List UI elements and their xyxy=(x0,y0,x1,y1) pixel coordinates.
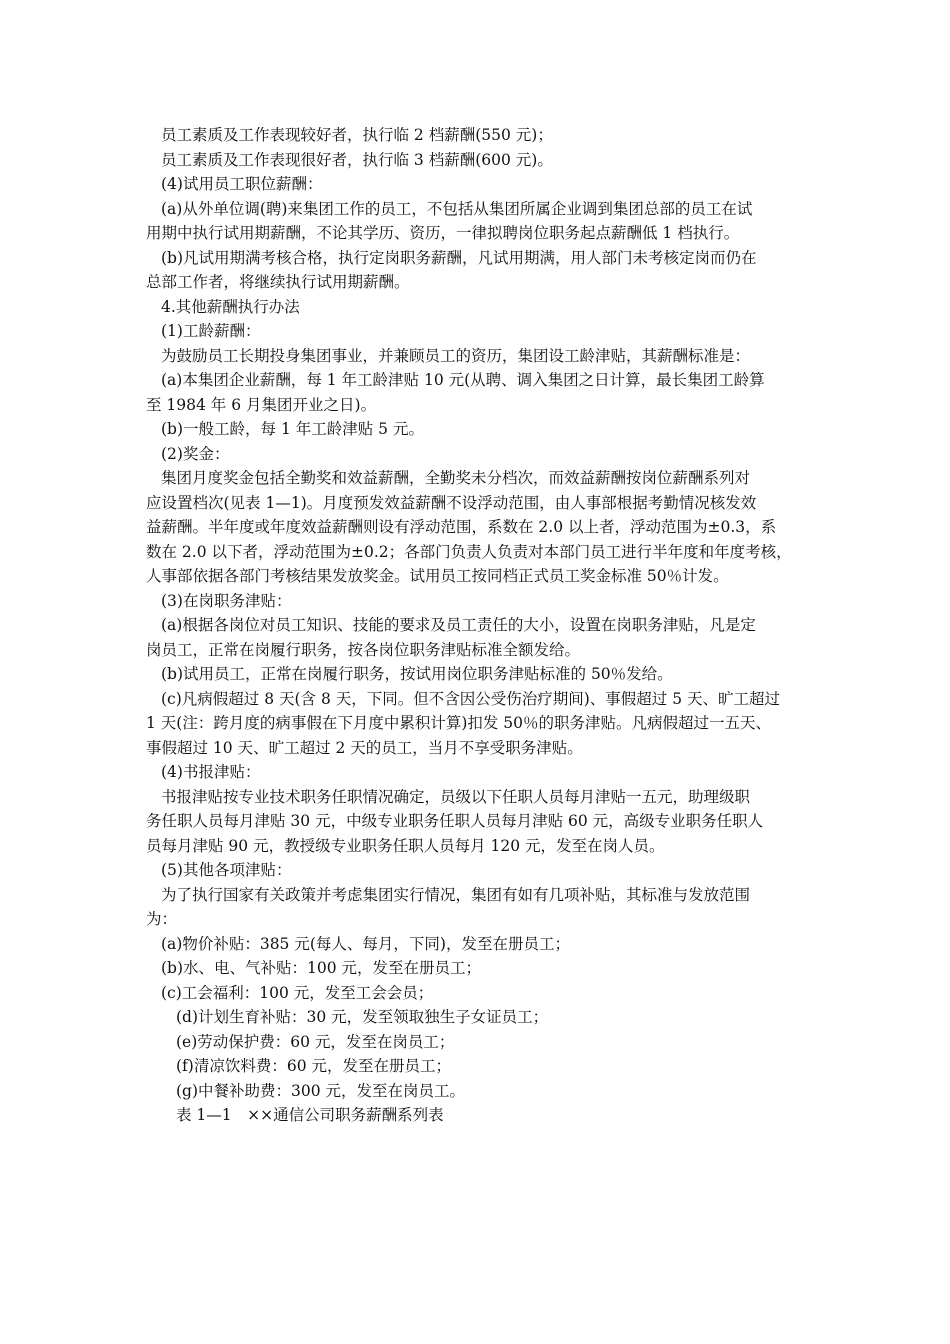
text-line: 员每月津贴 90 元，教授级专业职务任职人员每月 120 元，发至在岗人员。 xyxy=(146,836,665,855)
text-line: (2)奖金： xyxy=(161,444,230,463)
text-line: 为： xyxy=(146,910,178,928)
text-line: 数在 2.0 以下者，浮动范围为±0.2；各部门负责人负责对本部门员工进行半年度和年度考核， xyxy=(146,542,792,561)
text-line: (a)从外单位调(聘)来集团工作的员工，不包括从集团所属企业调到集团总部的员工在试 xyxy=(161,199,753,218)
text-line: 至 1984 年 6 月集团开业之日)。 xyxy=(146,395,377,414)
text-line: 书报津贴按专业技术职务任职情况确定，员级以下任职人员每月津贴一五元，助理级职 xyxy=(161,787,751,806)
text-line: (3)在岗职务津贴： xyxy=(161,591,292,610)
text-line: (g)中餐补助费：300 元，发至在岗员工。 xyxy=(176,1081,466,1100)
text-line: 为鼓励员工长期投身集团事业，并兼顾员工的资历，集团设工龄津贴，其薪酬标准是： xyxy=(161,346,751,365)
text-line: (b)水、电、气补贴：100 元，发至在册员工； xyxy=(161,959,482,977)
text-line: 表 1—1 ××通信公司职务薪酬系列表 xyxy=(176,1106,444,1124)
text-line: (a)物价补贴：385 元(每人、每月，下同)，发至在册员工； xyxy=(161,934,570,953)
text-line: (4)试用员工职位薪酬： xyxy=(161,175,323,193)
text-line: 4.其他薪酬执行办法 xyxy=(161,297,300,316)
text-line: 人事部依据各部门考核结果发放奖金。试用员工按同档正式员工奖金标准 50％计发。 xyxy=(146,567,729,585)
text-line: 集团月度奖金包括全勤奖和效益薪酬，全勤奖未分档次，而效益薪酬按岗位薪酬系列对 xyxy=(161,469,751,487)
text-line: 员工素质及工作表现很好者，执行临 3 档薪酬(600 元)。 xyxy=(161,150,553,169)
text-line: (b)试用员工，正常在岗履行职务，按试用岗位职务津贴标准的 50％发给。 xyxy=(161,665,673,683)
document-body xyxy=(146,123,814,1128)
text-line: (a)根据各岗位对员工知识、技能的要求及员工责任的大小，设置在岗职务津贴，凡是定 xyxy=(161,616,756,634)
text-line: (4)书报津贴： xyxy=(161,763,261,781)
text-line: (1)工龄薪酬： xyxy=(161,322,261,340)
text-line: 事假超过 10 天、旷工超过 2 天的员工，当月不享受职务津贴。 xyxy=(146,738,583,757)
text-line: 为了执行国家有关政策并考虑集团实行情况，集团有如有几项补贴，其标准与发放范围 xyxy=(161,885,751,904)
text-line: 总部工作者，将继续执行试用期薪酬。 xyxy=(146,273,410,291)
text-line: (b)一般工龄，每 1 年工龄津贴 5 元。 xyxy=(161,420,424,438)
text-line: (e)劳动保护费：60 元，发至在岗员工； xyxy=(176,1032,455,1051)
text-line: 用期中执行试用期薪酬，不论其学历、资历，一律拟聘岗位职务起点薪酬低 1 档执行。 xyxy=(146,224,740,242)
text-line: (b)凡试用期满考核合格，执行定岗职务薪酬，凡试用期满，用人部门未考核定岗而仍在 xyxy=(161,248,757,267)
text-line: (c)凡病假超过 8 天(含 8 天，下同。但不含因公受伤治疗期间)、事假超过 5 天、旷工超过 xyxy=(161,689,781,708)
text-line: 岗员工，正常在岗履行职务，按各岗位职务津贴标准全额发给。 xyxy=(146,640,581,659)
text-line: 员工素质及工作表现较好者，执行临 2 档薪酬(550 元)； xyxy=(161,126,553,144)
text-line: (c)工会福利：100 元，发至工会会员； xyxy=(161,983,434,1002)
text-line: (f)清凉饮料费：60 元，发至在册员工； xyxy=(176,1057,451,1075)
text-line: 务任职人员每月津贴 30 元，中级专业职务任职人员每月津贴 60 元，高级专业职务任职人 xyxy=(146,812,764,830)
text-line: 益薪酬。半年度或年度效益薪酬则设有浮动范围，系数在 2.0 以上者，浮动范围为±0.3，系 xyxy=(146,518,777,536)
text-line: 1 天(注：跨月度的病事假在下月度中累积计算)扣发 50％的职务津贴。凡病假超过一五天、 xyxy=(146,714,772,732)
text-line: (d)计划生育补贴：30 元，发至领取独生子女证员工； xyxy=(176,1008,549,1026)
text-line: (5)其他各项津贴： xyxy=(161,861,292,879)
text-line: (a)本集团企业薪酬，每 1 年工龄津贴 10 元(从聘、调入集团之日计算，最长集团工龄算 xyxy=(161,371,765,389)
text-line: 应设置档次(见表 1—1)。月度预发效益薪酬不设浮动范围，由人事部根据考勤情况核发效 xyxy=(146,493,757,512)
